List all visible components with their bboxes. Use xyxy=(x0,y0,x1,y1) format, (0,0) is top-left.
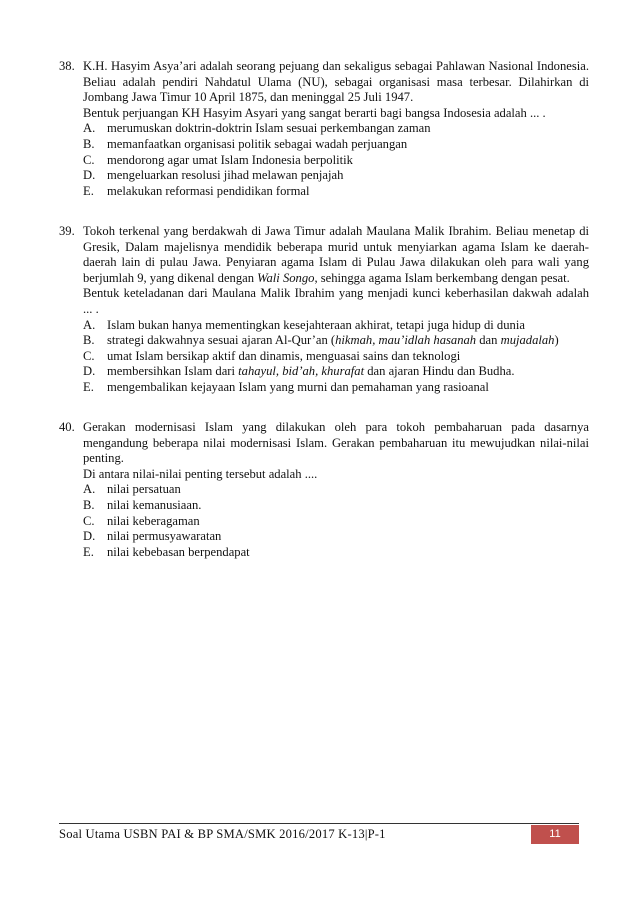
option-text-part: dan xyxy=(476,333,501,348)
question-number: 39. xyxy=(59,224,75,238)
page-number-badge: 11 xyxy=(531,825,579,844)
question-paragraph: Gerakan modernisasi Islam yang dilakukan oleh para tokoh pembaharuan pada dasarnya mengandung beberapa nilai modernisasi Islam. Gerakan pembaharuan itu mewujudkan nilai-nilai penting. xyxy=(83,420,589,466)
option-e[interactable] xyxy=(83,545,589,561)
option-italic-term: mujadalah xyxy=(500,333,555,348)
option-b[interactable] xyxy=(83,498,589,514)
question-prompt: Bentuk keteladanan dari Maulana Malik Ibrahim yang menjadi kunci keberhasilan dakwah adalah ... . xyxy=(83,286,589,316)
option-text: mengembalikan kejayaan Islam yang murni dan pemahaman yang rasioanal xyxy=(107,379,489,394)
option-letter: E. xyxy=(83,544,94,559)
option-letter: A. xyxy=(83,317,96,332)
option-letter: B. xyxy=(83,497,95,512)
option-text-part: strategi dakwahnya sesuai ajaran Al-Qur’an ( xyxy=(107,333,336,348)
wali-songo-term: Wali Songo xyxy=(257,270,315,285)
option-text: mengeluarkan resolusi jihad melawan penjajah xyxy=(107,168,344,183)
option-letter: C. xyxy=(83,513,95,528)
option-text: Islam bukan hanya mementingkan kesejahteraan akhirat, tetapi juga hidup di dunia xyxy=(107,317,525,332)
option-text xyxy=(107,364,589,380)
option-italic-term: tahayul, bid’ah, khurafat xyxy=(238,364,365,379)
option-text: nilai kemanusiaan. xyxy=(107,497,202,512)
option-c[interactable] xyxy=(83,153,589,169)
option-text-part: ) xyxy=(554,333,559,348)
question-39 xyxy=(59,224,589,396)
option-letter: E. xyxy=(83,379,94,394)
answer-options xyxy=(83,318,589,396)
option-text: merumuskan doktrin-doktrin Islam sesuai perkembangan zaman xyxy=(107,121,431,136)
option-letter: B. xyxy=(83,333,95,348)
footer-text: Soal Utama USBN PAI & BP SMA/SMK 2016/2017 K-13|P-1 xyxy=(59,827,386,841)
option-text: memanfaatkan organisasi politik sebagai wadah perjuangan xyxy=(107,136,408,151)
option-c[interactable] xyxy=(83,349,589,365)
option-letter: C. xyxy=(83,152,95,167)
option-text: mendorong agar umat Islam Indonesia berpolitik xyxy=(107,152,353,167)
question-stem xyxy=(83,224,589,318)
option-letter: B. xyxy=(83,136,95,151)
question-number: 38. xyxy=(59,59,75,73)
option-letter: D. xyxy=(83,168,96,183)
option-text: nilai permusyawaratan xyxy=(107,529,222,544)
paragraph-text: Tokoh terkenal yang berdakwah di Jawa Timur adalah Maulana Malik Ibrahim. Beliau menetap di Gresik, Dalam majelisnya mendidik beberapa murid untuk menyiarkan agama Islam ke daerah-daerah lain di pulau Jawa. Penyiaran agama Islam di Pulau Jawa dilakukan oleh para wali yang berjumlah 9, yang dikenal dengan xyxy=(83,224,589,285)
question-stem xyxy=(83,59,589,121)
option-a[interactable] xyxy=(83,318,589,334)
option-a[interactable] xyxy=(83,121,589,137)
option-a[interactable] xyxy=(83,482,589,498)
option-d[interactable] xyxy=(83,529,589,545)
question-number: 40. xyxy=(59,420,75,434)
footer-divider xyxy=(59,823,579,824)
option-e[interactable] xyxy=(83,184,589,200)
option-text: melakukan reformasi pendidikan formal xyxy=(107,183,310,198)
question-paragraph: K.H. Hasyim Asya’ari adalah seorang pejuang dan sekaligus sebagai Pahlawan Nasional Indonesia. Beliau adalah pendiri Nahdatul Ulama (NU), sebagai organisasi masa terbesar. Dilahirkan di Jombang Jawa Timur 10 April 1875, dan meninggal 25 Juli 1947. xyxy=(83,59,589,105)
question-38 xyxy=(59,59,589,199)
option-b[interactable] xyxy=(83,333,589,349)
option-italic-term: hikmah, mau’idlah hasanah xyxy=(335,333,477,348)
option-e[interactable] xyxy=(83,380,589,396)
option-b[interactable] xyxy=(83,137,589,153)
option-text: umat Islam bersikap aktif dan dinamis, menguasai sains dan teknologi xyxy=(107,348,461,363)
question-40 xyxy=(59,420,589,560)
option-text: nilai kebebasan berpendapat xyxy=(107,544,250,559)
option-letter: A. xyxy=(83,121,96,136)
option-letter: C. xyxy=(83,348,95,363)
option-c[interactable] xyxy=(83,514,589,530)
option-letter: D. xyxy=(83,364,96,379)
option-text xyxy=(107,333,589,349)
answer-options xyxy=(83,482,589,560)
question-prompt: Di antara nilai-nilai penting tersebut adalah .... xyxy=(83,466,318,481)
paragraph-text: , sehingga agama Islam berkembang dengan pesat. xyxy=(314,270,570,285)
option-text: nilai persatuan xyxy=(107,482,181,497)
option-d[interactable] xyxy=(83,168,589,184)
answer-options xyxy=(83,121,589,199)
option-letter: D. xyxy=(83,529,96,544)
question-paragraph xyxy=(83,224,589,286)
option-text: nilai keberagaman xyxy=(107,513,200,528)
option-d[interactable] xyxy=(83,364,589,380)
question-prompt: Bentuk perjuangan KH Hasyim Asyari yang sangat berarti bagi bangsa Indosesia adalah ... . xyxy=(83,105,546,120)
option-letter: E. xyxy=(83,183,94,198)
option-text-part: membersihkan Islam dari xyxy=(107,364,239,379)
option-letter: A. xyxy=(83,482,96,497)
option-text-part: dan ajaran Hindu dan Budha. xyxy=(364,364,515,379)
question-stem xyxy=(83,420,589,482)
